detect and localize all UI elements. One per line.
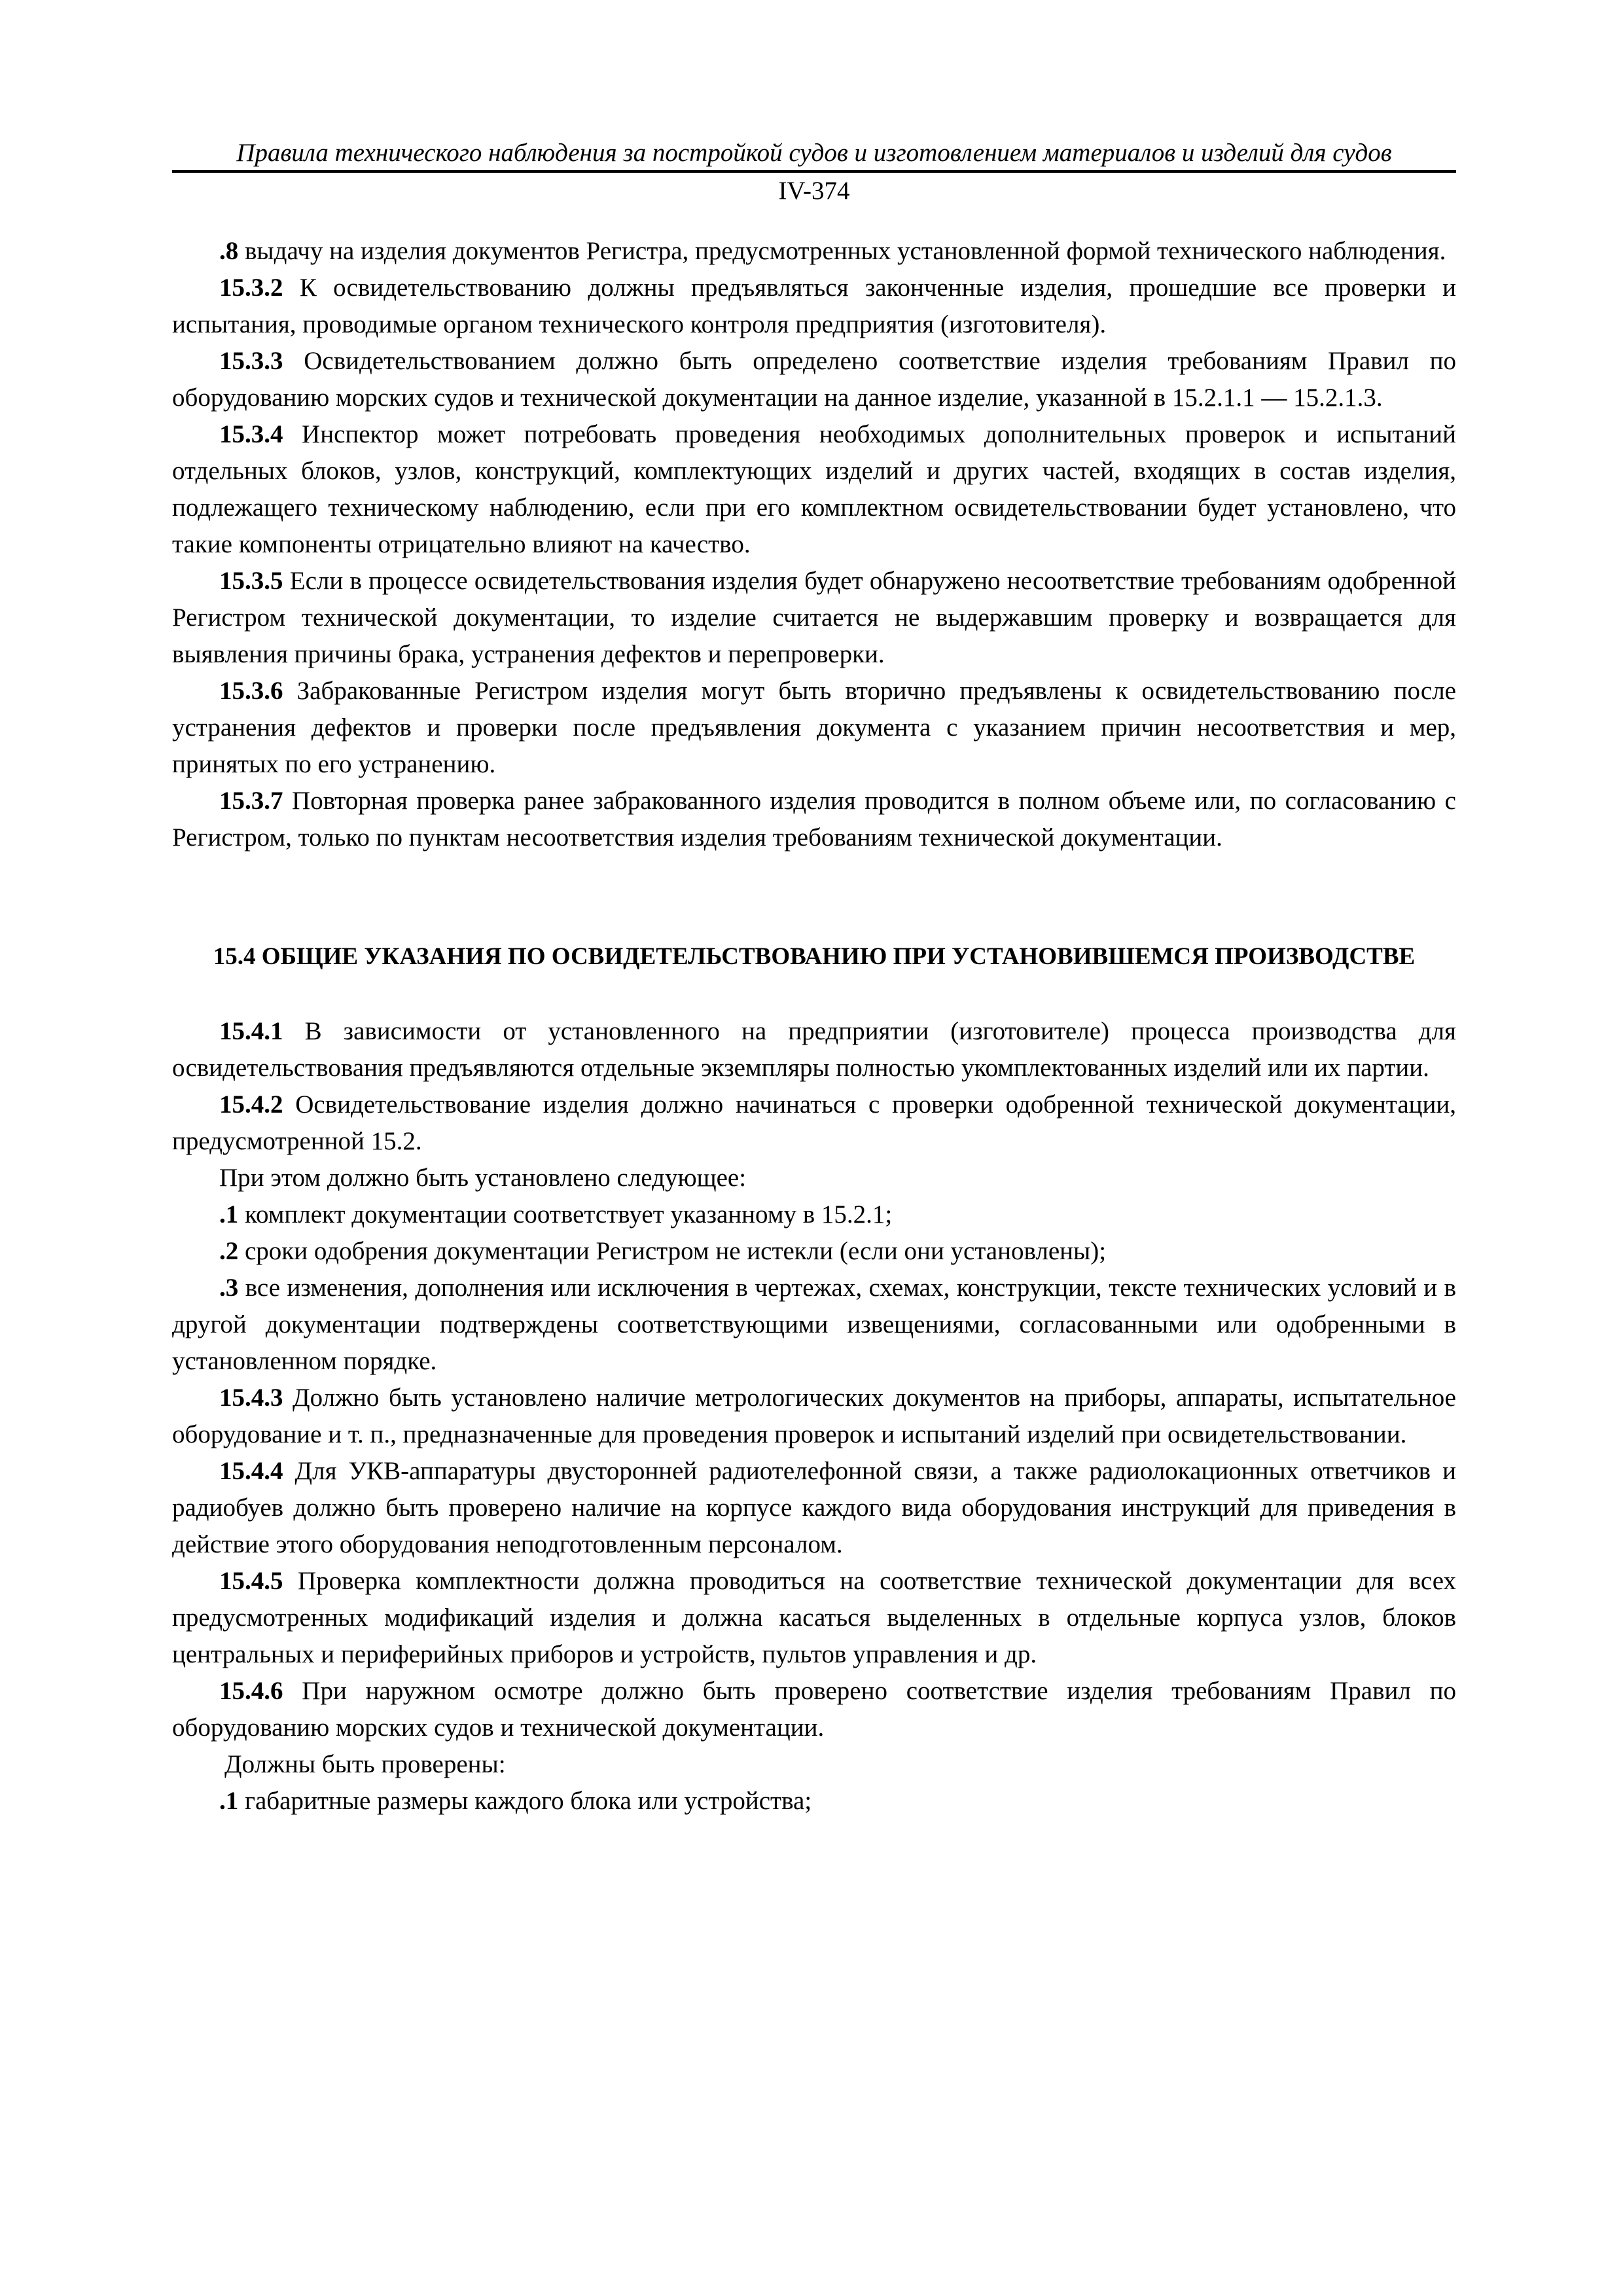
paragraphs-top xyxy=(172,233,1456,856)
clause-number: 15.3.5 xyxy=(219,567,283,595)
clause-number: .3 xyxy=(219,1274,239,1302)
clause-number: .1 xyxy=(219,1787,239,1815)
paragraph-15-4-5 xyxy=(172,1563,1456,1673)
paragraph-text: Должны быть проверены: xyxy=(224,1750,506,1778)
paragraph-15-3-2 xyxy=(172,270,1456,343)
running-head: Правила технического наблюдения за постройкой судов и изготовлением материалов и изделий для судов xyxy=(172,137,1456,173)
paragraph-15-3-5 xyxy=(172,563,1456,673)
clause-number: 15.3.6 xyxy=(219,677,283,705)
document-page xyxy=(172,137,1456,1820)
paragraph-text: все изменения, дополнения или исключения в чертежах, схемах, конструкции, тексте технических условий и в другой документации подтверждены соответствующими извещениями, согласованными или одобренными в установленном порядке. xyxy=(172,1274,1456,1375)
clause-number: .1 xyxy=(219,1200,239,1229)
paragraph-intro-list xyxy=(172,1160,1456,1196)
list-item-dimensions xyxy=(172,1783,1456,1820)
paragraphs-bottom xyxy=(172,1013,1456,1820)
clause-number: 15.3.7 xyxy=(219,787,283,815)
paragraph-text: габаритные размеры каждого блока или устройства; xyxy=(238,1787,812,1815)
paragraph-15-4-3 xyxy=(172,1380,1456,1453)
clause-number: 15.3.4 xyxy=(219,420,283,448)
paragraph-text: Освидетельствование изделия должно начинаться с проверки одобренной технической документации, предусмотренной 15.2. xyxy=(172,1090,1456,1155)
paragraph-text: сроки одобрения документации Регистром не истекли (если они установлены); xyxy=(238,1237,1107,1265)
list-item-1 xyxy=(172,1196,1456,1233)
clause-number: 15.4.6 xyxy=(219,1677,283,1705)
paragraph-text: Инспектор может потребовать проведения необходимых дополнительных проверок и испытаний отдельных блоков, узлов, конструкций, комплектующих изделий и других частей, входящих в состав изделия, подлежащего техническому наблюдению, если при его комплектном освидетельствовании будет установлено, что такие компоненты отрицательно влияют на качество. xyxy=(172,420,1456,558)
paragraph-text: Повторная проверка ранее забракованного изделия проводится в полном объеме или, по согласованию с Регистром, только по пунктам несоответствия изделия требованиям технической документации. xyxy=(172,787,1456,852)
paragraph-15-3-3 xyxy=(172,343,1456,416)
paragraph-text: Должно быть установлено наличие метрологических документов на приборы, аппараты, испытательное оборудование и т. п., предназначенные для проведения проверок и испытаний изделий при освидетельствовании. xyxy=(172,1384,1456,1448)
paragraph-text: Проверка комплектности должна проводиться на соответствие технической документации для всех предусмотренных модификаций изделия и должна касаться выделенных в отдельные корпуса узлов, блоков центральных и периферийных приборов и устройств, пультов управления и др. xyxy=(172,1567,1456,1668)
paragraph-text: К освидетельствованию должны предъявляться законченные изделия, прошедшие все проверки и испытания, проводимые органом технического контроля предприятия (изготовителя). xyxy=(172,274,1456,338)
clause-number: 15.4.4 xyxy=(219,1457,283,1485)
paragraph-text: Если в процессе освидетельствования изделия будет обнаружено несоответствие требованиям одобренной Регистром технической документации, то изделие считается не выдержавшим проверку и возвращается для выявления причины брака, устранения дефектов и перепроверки. xyxy=(172,567,1456,668)
list-item-2 xyxy=(172,1233,1456,1270)
paragraph-text: выдачу на изделия документов Регистра, предусмотренных установленной формой технического наблюдения. xyxy=(238,237,1446,265)
clause-number: 15.4.5 xyxy=(219,1567,283,1595)
paragraph-15-4-4 xyxy=(172,1453,1456,1563)
paragraph-text: В зависимости от установленного на предприятии (изготовителе) процесса производства для освидетельствования предъявляются отдельные экземпляры полностью укомплектованных изделий или их партии. xyxy=(172,1017,1456,1082)
paragraph-15-3-6 xyxy=(172,673,1456,783)
clause-number: .2 xyxy=(219,1237,239,1265)
paragraph-text: При этом должно быть установлено следующее: xyxy=(219,1164,747,1192)
paragraph-15-3-1-8 xyxy=(172,233,1456,270)
clause-number: 15.3.2 xyxy=(219,274,283,302)
paragraph-text: При наружном осмотре должно быть проверено соответствие изделия требованиям Правил по оборудованию морских судов и технической документации. xyxy=(172,1677,1456,1742)
paragraph-15-3-7 xyxy=(172,783,1456,856)
clause-number: 15.4.1 xyxy=(219,1017,283,1045)
list-item-3 xyxy=(172,1270,1456,1380)
paragraph-15-4-2 xyxy=(172,1086,1456,1160)
paragraph-text: Освидетельствованием должно быть определено соответствие изделия требованиям Правил по оборудованию морских судов и технической документации на данное изделие, указанной в 15.2.1.1 — 15.2.1.3. xyxy=(172,347,1456,412)
paragraph-text: комплект документации соответствует указанному в 15.2.1; xyxy=(238,1200,893,1229)
paragraph-intro-checks xyxy=(172,1746,1456,1783)
clause-number: .8 xyxy=(219,237,239,265)
clause-number: 15.4.3 xyxy=(219,1384,283,1412)
clause-number: 15.4.2 xyxy=(219,1090,283,1119)
paragraph-text: Забракованные Регистром изделия могут быть вторично предъявлены к освидетельствованию после устранения дефектов и проверки после предъявления документа с указанием причин несоответствия и мер, принятых по его устранению. xyxy=(172,677,1456,778)
paragraph-15-4-6 xyxy=(172,1673,1456,1746)
paragraph-text: Для УКВ-аппаратуры двусторонней радиотелефонной связи, а также радиолокационных ответчиков и радиобуев должно быть проверено наличие на корпусе каждого вида оборудования инструкций для приведения в действие этого оборудования неподготовленным персоналом. xyxy=(172,1457,1456,1558)
section-heading-15-4: 15.4 ОБЩИЕ УКАЗАНИЯ ПО ОСВИДЕТЕЛЬСТВОВАНИЮ ПРИ УСТАНОВИВШЕМСЯ ПРОИЗВОДСТВЕ xyxy=(213,943,1416,970)
paragraph-15-4-1 xyxy=(172,1013,1456,1086)
page-number: IV-374 xyxy=(778,177,850,205)
paragraph-15-3-4 xyxy=(172,416,1456,563)
clause-number: 15.3.3 xyxy=(219,347,283,375)
